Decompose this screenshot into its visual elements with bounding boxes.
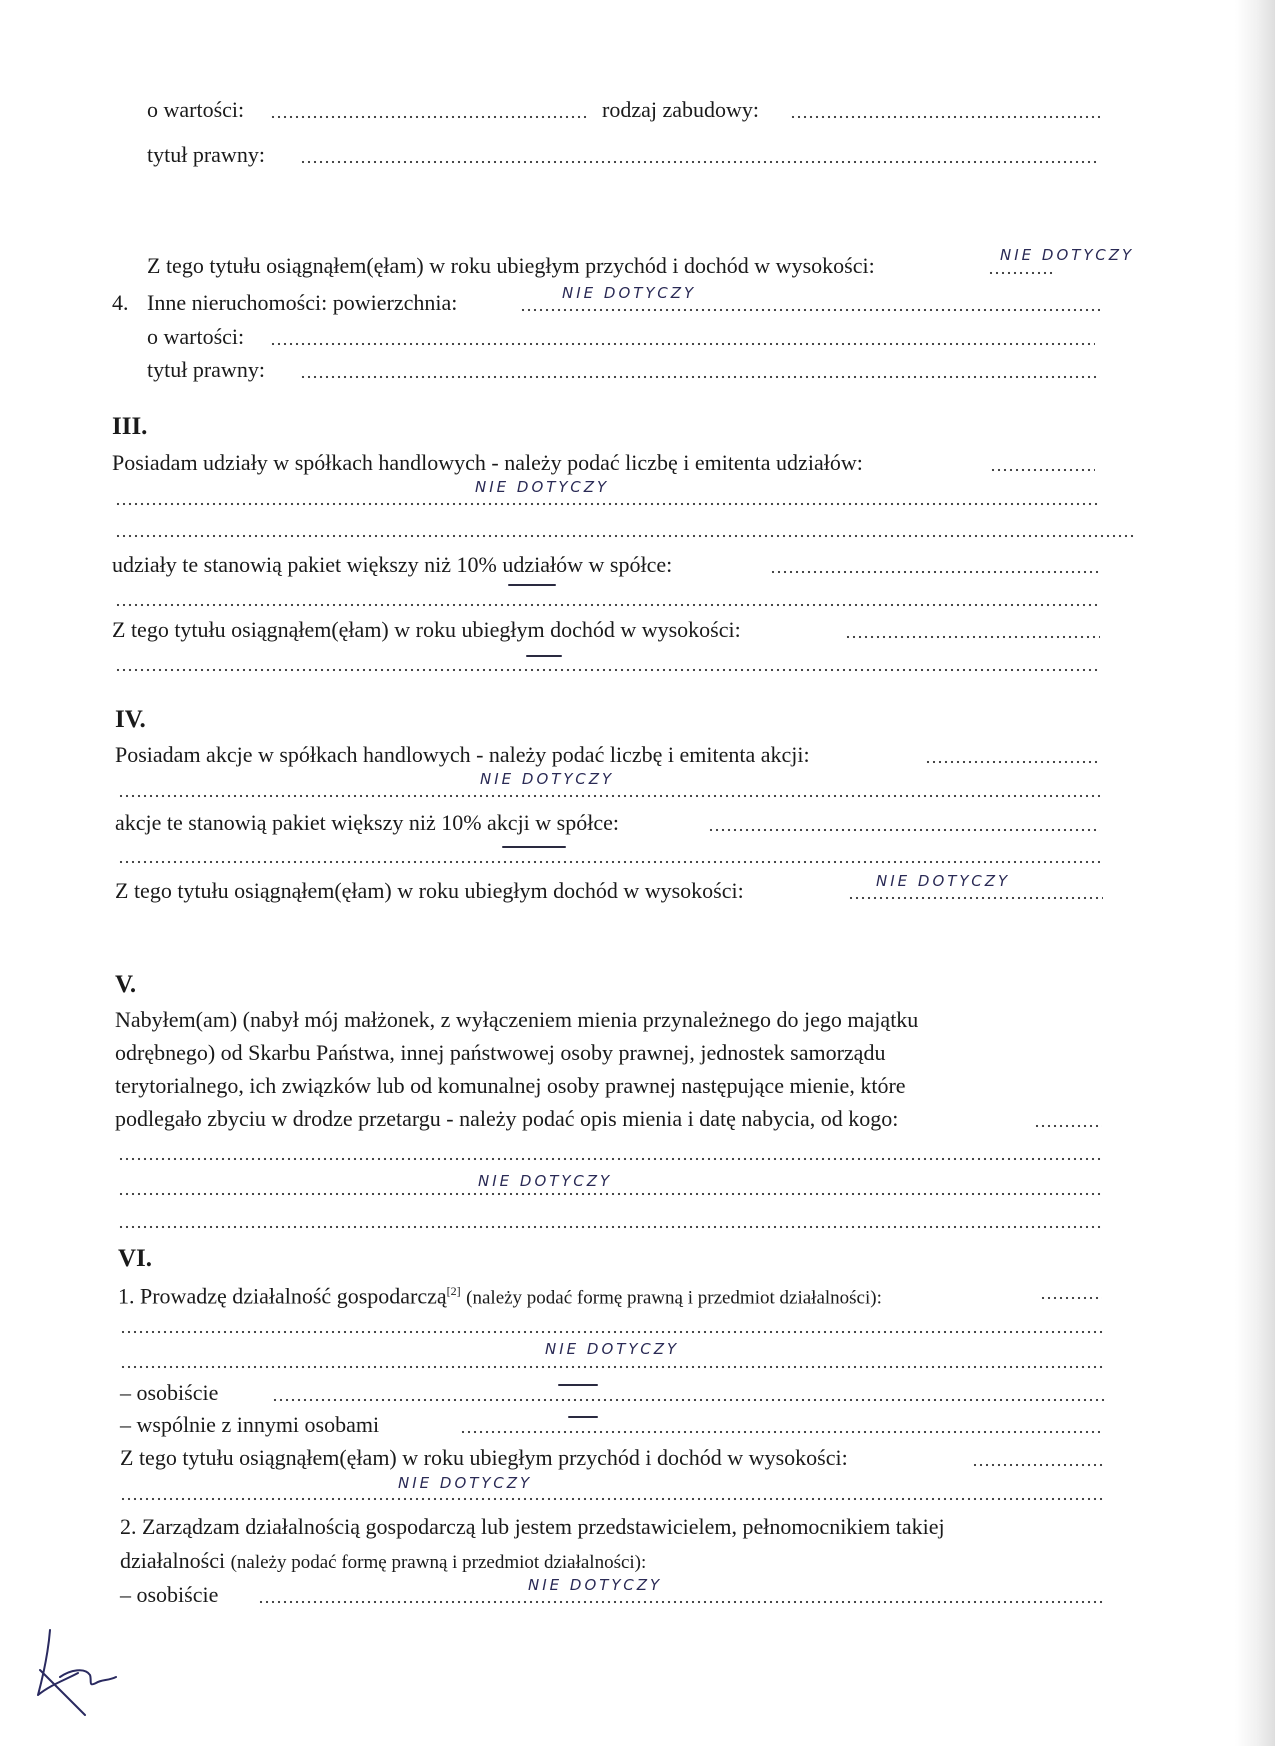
shares-income-dots-2	[115, 668, 1100, 672]
acquisition-line-1: Nabyłem(am) (nabył mój małżonek, z wyłączeniem mienia przynależnego do jego majątku	[115, 1007, 919, 1032]
section-v-heading: V.	[115, 971, 137, 998]
building-type-label: rodzaj zabudowy:	[602, 97, 759, 122]
acquisition-dots	[1034, 1124, 1102, 1128]
scan-edge-shadow	[1235, 0, 1275, 1746]
management-personal-label: – osobiście	[120, 1582, 219, 1607]
acquisition-line-2: odrębnego) od Skarbu Państwa, innej państwowej osoby prawnej, jednostek samorządu	[115, 1040, 886, 1065]
management-personal-dots	[258, 1600, 1103, 1604]
stocks-package-dots	[708, 828, 1100, 832]
stocks-income-line: Z tego tytułu osiągnąłem(ęłam) w roku ubiegłym dochód w wysokości:	[115, 878, 744, 903]
handwritten-not-applicable: NIE DOTYCZY	[876, 872, 1011, 890]
business-income-dots-2	[120, 1497, 1105, 1501]
acquisition-dots-4	[118, 1225, 1102, 1229]
shares-line: Posiadam udziały w spółkach handlowych - należy podać liczbę i emitenta udziałów:	[112, 450, 863, 475]
handwritten-dash	[508, 584, 556, 586]
item4-dots	[520, 308, 1100, 312]
management-line-1: 2. Zarządzam działalnością gospodarczą lub jestem przedstawicielem, pełnomocnikiem takiej	[120, 1514, 945, 1539]
item4-number: 4.	[112, 290, 129, 315]
shares-income-dots	[845, 635, 1100, 639]
value-label: o wartości:	[147, 97, 245, 122]
stocks-package-dots-2	[118, 860, 1100, 864]
item4-legal-label: tytuł prawny:	[147, 357, 265, 382]
legal-title-dots	[300, 160, 1100, 164]
business-line	[118, 1276, 882, 1313]
signature-initials	[30, 1625, 120, 1725]
handwritten-not-applicable: NIE DOTYCZY	[528, 1576, 663, 1594]
shares-dots-3	[115, 534, 1135, 538]
item4-legal-dots	[300, 375, 1100, 379]
item4-value-dots	[270, 342, 1095, 346]
personal-dots	[272, 1398, 1105, 1402]
shares-package-dots	[770, 570, 1100, 574]
business-income-line: Z tego tytułu osiągnąłem(ęłam) w roku ubiegłym przychód i dochód w wysokości:	[120, 1445, 848, 1470]
handwritten-dash	[526, 655, 562, 657]
section-iii-heading: III.	[112, 413, 148, 440]
building-type-dots	[790, 115, 1100, 119]
jointly-label: – wspólnie z innymi osobami	[120, 1412, 380, 1437]
legal-title-label: tytuł prawny:	[147, 142, 265, 167]
shares-package-line: udziały te stanowią pakiet większy niż 10% udziałów w spółce:	[112, 552, 673, 577]
handwritten-dash	[558, 1384, 598, 1386]
section-vi-heading: VI.	[118, 1245, 153, 1272]
income-line: Z tego tytułu osiągnąłem(ęłam) w roku ubiegłym przychód i dochód w wysokości:	[147, 253, 875, 278]
stocks-dots	[925, 760, 1100, 764]
handwritten-not-applicable: NIE DOTYCZY	[398, 1474, 533, 1492]
shares-dots-2	[115, 502, 1100, 506]
handwritten-not-applicable: NIE DOTYCZY	[562, 284, 697, 302]
item4-label: Inne nieruchomości: powierzchnia:	[147, 290, 458, 315]
stocks-package-line: akcje te stanowią pakiet większy niż 10% akcji w spółce:	[115, 810, 619, 835]
value-dots	[270, 115, 590, 119]
handwritten-not-applicable: NIE DOTYCZY	[478, 1172, 613, 1190]
business-dots	[1040, 1296, 1102, 1300]
acquisition-line-3: terytorialnego, ich związków lub od komunalnej osoby prawnej następujące mienie, które	[115, 1073, 906, 1098]
shares-package-dots-2	[115, 603, 1100, 607]
footnote-ref: [2]	[446, 1284, 461, 1298]
income-dots	[988, 271, 1056, 275]
handwritten-not-applicable: NIE DOTYCZY	[1000, 246, 1135, 264]
handwritten-dash	[568, 1416, 598, 1418]
business-dots-2	[120, 1330, 1105, 1334]
business-income-dots	[972, 1463, 1105, 1467]
handwritten-not-applicable: NIE DOTYCZY	[475, 478, 610, 496]
business-line-main: 1. Prowadzę działalność gospodarczą	[118, 1283, 447, 1309]
stocks-line: Posiadam akcje w spółkach handlowych - należy podać liczbę i emitenta akcji:	[115, 742, 810, 767]
acquisition-line-4: podlegało zbyciu w drodze przetargu - należy podać opis mienia i datę nabycia, od kogo:	[115, 1106, 899, 1131]
management-line-2-note: (należy podać formę prawną i przedmiot działalności):	[230, 1552, 647, 1573]
personal-label: – osobiście	[120, 1380, 219, 1405]
section-iv-heading: IV.	[115, 706, 146, 733]
management-line-2-main: działalności	[120, 1548, 226, 1573]
handwritten-not-applicable: NIE DOTYCZY	[480, 770, 615, 788]
stocks-dots-2	[118, 794, 1100, 798]
stocks-income-dots	[848, 896, 1103, 900]
shares-income-line: Z tego tytułu osiągnąłem(ęłam) w roku ubiegłym dochód w wysokości:	[112, 617, 741, 642]
handwritten-dash	[502, 846, 566, 848]
business-dots-3	[120, 1365, 1105, 1369]
management-line-2	[120, 1546, 646, 1578]
business-line-note: (należy podać formę prawną i przedmiot działalności):	[466, 1287, 882, 1309]
item4-value-label: o wartości:	[147, 324, 245, 349]
shares-dots	[990, 468, 1095, 472]
acquisition-dots-3	[118, 1192, 1102, 1196]
jointly-dots	[460, 1430, 1100, 1434]
acquisition-dots-2	[118, 1157, 1102, 1161]
handwritten-not-applicable: NIE DOTYCZY	[545, 1340, 680, 1358]
